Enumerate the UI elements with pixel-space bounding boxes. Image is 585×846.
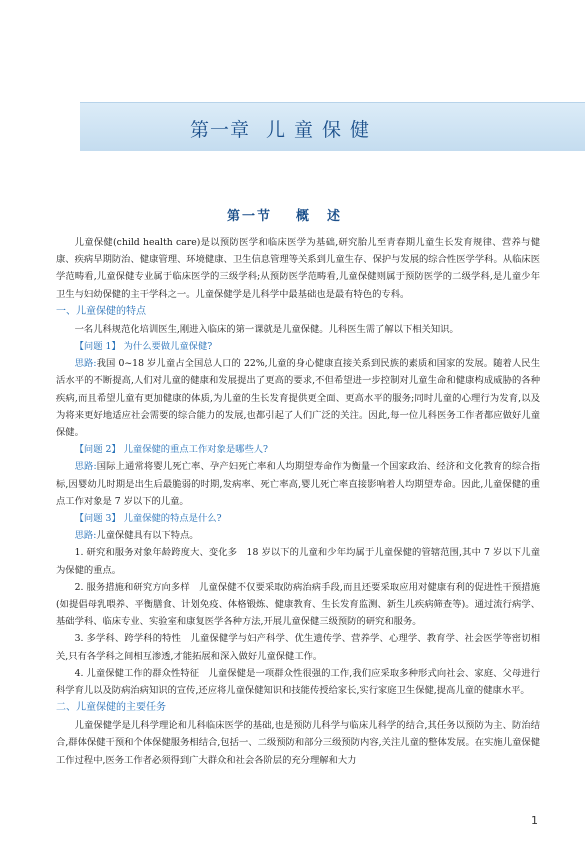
answer-2-hint: 思路: <box>74 461 97 473</box>
question-2-label: 【问题 2】 儿童保健的重点工作对象是哪些人? <box>74 444 269 456</box>
answer-3 <box>56 527 540 544</box>
list-item: 4. 儿童保健工作的群众性特征 儿童保健是一项群众性很强的工作,我们应采取多种形式向社会、家庭、父母进行科学育儿以及防病治病知识的宣传,还应将儿童保健知识和技能传授给家长,实行家庭卫生保健,提高儿童的健康水平。 <box>56 667 540 697</box>
answer-3-hint: 思路: <box>74 530 97 542</box>
chapter-title <box>190 115 378 142</box>
list-item: 2. 服务措施和研究方向多样 儿童保健不仅要采取防病治病手段,而且还要采取应用对健康有利的促进性干预措施(如提倡母乳喂养、平衡膳食、计划免疫、体格锻炼、健康教育、生长发育监测、新生儿疾病筛查等)。通过流行病学、基础学科、临床专业、实验室和康复医学各种方法,开展儿童保健三级预防的研究和服务。 <box>56 581 540 628</box>
answer-2-text: 国际上通常将婴儿死亡率、孕产妇死亡率和人均期望寿命作为衡量一个国家政治、经济和文化教育的综合指标,因婴幼儿时期是出生后最脆弱的时期,发病率、死亡率高,婴儿死亡率直接影响着人均期望寿命。因此,儿童保健的重点工作对象是 7 岁以下的儿童。 <box>56 461 540 507</box>
part1-lead: 一名儿科规范化培训医生,刚进入临床的第一课就是儿童保健。儿科医生需了解以下相关知识。 <box>74 323 459 335</box>
chapter-number: 第一章 <box>190 119 251 141</box>
answer-3-text: 儿童保健具有以下特点。 <box>96 530 199 542</box>
section-number: 第一节 <box>226 209 272 224</box>
question-1-label: 【问题 1】 为什么要做儿童保健? <box>74 341 213 353</box>
heading-part1: 一、儿童保健的特点 <box>56 305 146 317</box>
heading-part2: 二、儿童保健的主要任务 <box>56 702 166 714</box>
question-3-label: 【问题 3】 儿童保健的特点是什么? <box>74 513 222 525</box>
section-title <box>0 205 585 224</box>
list-item: 1. 研究和服务对象年龄跨度大、变化多 18 岁以下的儿童和少年均属于儿童保健的管辖范围,其中 7 岁以下儿童为保健的重点。 <box>56 547 540 576</box>
body-text <box>56 234 540 769</box>
answer-1-text: 我国 0~18 岁儿童占全国总人口的 22%,儿童的身心健康直接关系到民族的素质和国家的发展。随着人民生活水平的不断提高,人们对儿童的健康和发展提出了更高的要求,不但希望进一步控制对儿童生命和健康构成威胁的各种疾病,而且希望儿童有更加健康的体质,为儿童的生长发育提供更全面、更高水平的服务;同时儿童的心理行为发育,以及为将来更好地适应社会需要的综合能力的发展,也都引起了人们广泛的关注。因此,每一位儿科医务工作者都应做好儿童保健。 <box>56 358 540 439</box>
question-1 <box>56 338 540 355</box>
question-2 <box>56 441 540 458</box>
page-number: 1 <box>531 814 538 827</box>
answer-1-hint: 思路: <box>74 358 97 370</box>
list-item: 3. 多学科、跨学科的特性 儿童保健学与妇产科学、优生遗传学、营养学、心理学、教育学、社会医学等密切相关,只有各学科之间相互渗透,才能拓展和深入做好儿童保健工作。 <box>56 633 540 662</box>
answer-1 <box>56 355 540 441</box>
question-3 <box>56 510 540 527</box>
answer-2 <box>56 458 540 510</box>
chapter-name: 儿童保健 <box>266 119 379 141</box>
section-name: 概述 <box>296 209 359 224</box>
intro-paragraph: 儿童保健(child health care)是以预防医学和临床医学为基础,研究胎儿至青春期儿童生长发育规律、营养与健康、疾病早期防治、健康管理、环境健康、卫生信息管理等关系到儿童生存、保护与发展的综合性医学学科。从临床医学范畴看,儿童保健专业属于临床医学的三级学科;从预防医学范畴看,儿童保健则属于预防医学的二级学科,是儿童少年卫生与妇幼保健的主干学科之一。儿童保健学是儿科学中最基础也是最有特色的专科。 <box>56 237 540 300</box>
part2-paragraph: 儿童保健学是儿科学理论和儿科临床医学的基础,也是预防儿科学与临床儿科学的结合,其任务以预防为主、防治结合,群体保健干预和个体保健服务相结合,包括一、二级预防和部分三级预防内容,关注儿童的整体发展。在实施儿童保健工作过程中,医务工作者必须得到广大群众和社会各阶层的充分理解和大力 <box>56 720 540 766</box>
